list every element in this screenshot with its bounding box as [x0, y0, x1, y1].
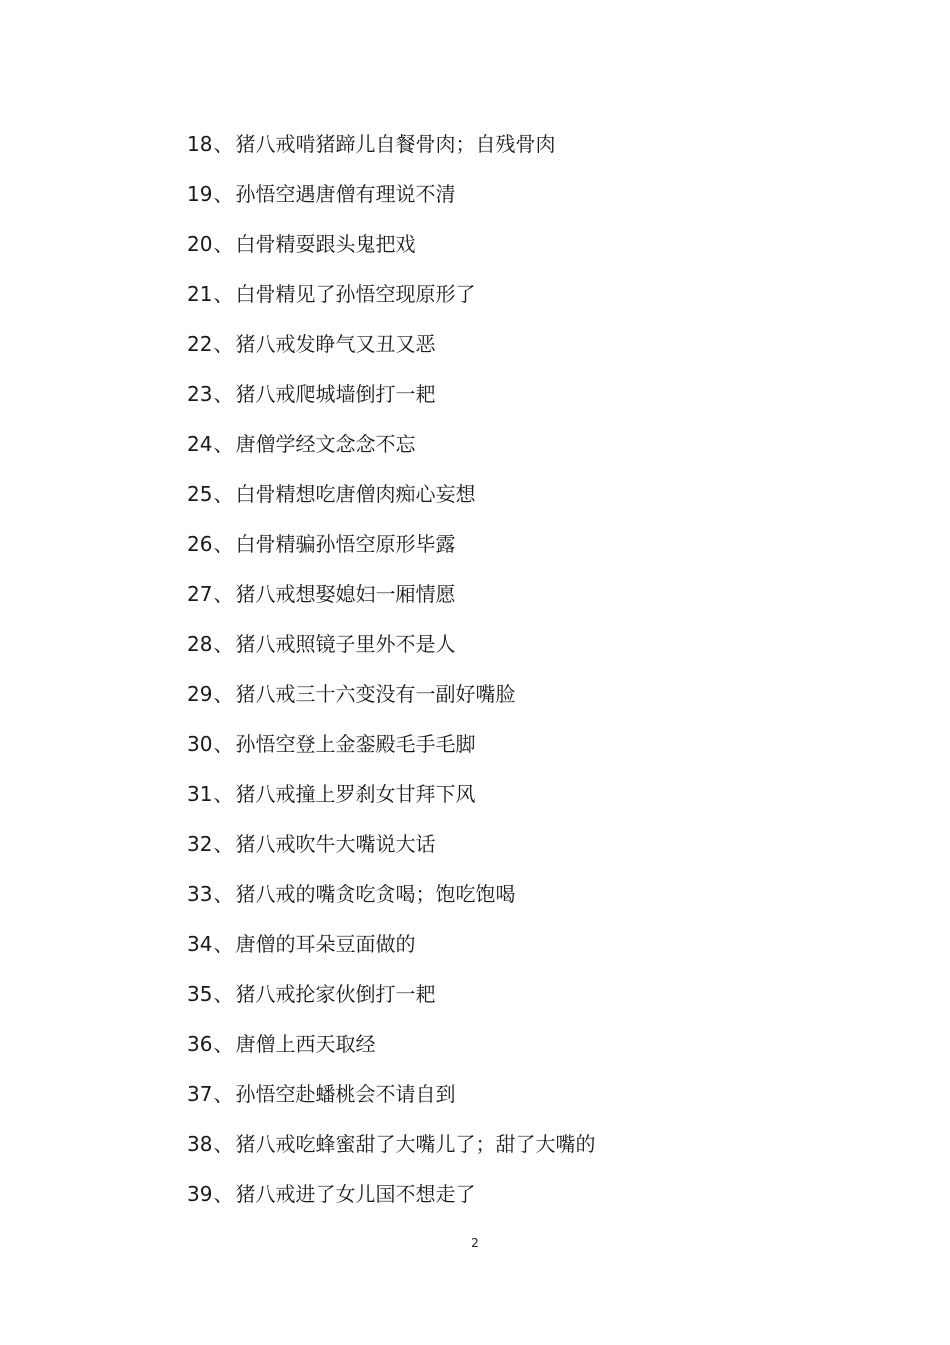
- item-separator: 、: [213, 382, 234, 406]
- list-item: [187, 229, 595, 279]
- list-item: [187, 929, 595, 979]
- item-text: 白骨精耍跟头鬼把戏: [235, 232, 416, 256]
- item-text: 白骨精想吃唐僧肉痴心妄想: [235, 482, 476, 506]
- item-separator: 、: [213, 1182, 234, 1206]
- item-number: 38: [187, 1132, 213, 1156]
- list-item: [187, 329, 595, 379]
- item-number: 20: [187, 232, 213, 256]
- list-item: [187, 1179, 595, 1229]
- item-number: 37: [187, 1082, 213, 1106]
- item-separator: 、: [213, 482, 234, 506]
- item-separator: 、: [213, 232, 234, 256]
- item-text: 猪八戒三十六变没有一副好嘴脸: [235, 682, 516, 706]
- item-number: 28: [187, 632, 213, 656]
- list-item: [187, 779, 595, 829]
- item-number: 32: [187, 832, 213, 856]
- item-text: 猪八戒吹牛大嘴说大话: [235, 832, 436, 856]
- item-separator: 、: [213, 1132, 234, 1156]
- item-number: 35: [187, 982, 213, 1006]
- item-number: 22: [187, 332, 213, 356]
- list-item: [187, 879, 595, 929]
- item-separator: 、: [213, 932, 234, 956]
- item-separator: 、: [213, 1082, 234, 1106]
- item-text: 猪八戒想娶媳妇一厢情愿: [235, 582, 456, 606]
- item-separator: 、: [213, 682, 234, 706]
- list-item: [187, 729, 595, 779]
- list-item: [187, 579, 595, 629]
- item-separator: 、: [213, 282, 234, 306]
- list-item: [187, 829, 595, 879]
- item-number: 34: [187, 932, 213, 956]
- item-text: 唐僧上西天取经: [235, 1032, 376, 1056]
- list-item: [187, 629, 595, 679]
- item-number: 29: [187, 682, 213, 706]
- item-number: 25: [187, 482, 213, 506]
- item-separator: 、: [213, 832, 234, 856]
- item-text: 孙悟空遇唐僧有理说不清: [235, 182, 456, 206]
- list-item: [187, 679, 595, 729]
- list-item: [187, 129, 595, 179]
- item-number: 30: [187, 732, 213, 756]
- item-separator: 、: [213, 332, 234, 356]
- item-text: 猪八戒啃猪蹄儿自餐骨肉；自残骨肉: [235, 132, 556, 156]
- list-item: [187, 1079, 595, 1129]
- item-text: 唐僧的耳朵豆面做的: [235, 932, 416, 956]
- item-text: 白骨精骗孙悟空原形毕露: [235, 532, 456, 556]
- item-separator: 、: [213, 782, 234, 806]
- item-text: 猪八戒进了女儿国不想走了: [235, 1182, 476, 1206]
- item-text: 孙悟空登上金銮殿毛手毛脚: [235, 732, 476, 756]
- list-item: [187, 429, 595, 479]
- item-number: 33: [187, 882, 213, 906]
- item-number: 31: [187, 782, 213, 806]
- item-text: 猪八戒发睁气又丑又恶: [235, 332, 436, 356]
- item-text: 孙悟空赴蟠桃会不请自到: [235, 1082, 456, 1106]
- item-separator: 、: [213, 432, 234, 456]
- xiehouyu-list: [187, 129, 595, 1229]
- item-separator: 、: [213, 132, 234, 156]
- item-text: 猪八戒爬城墙倒打一耙: [235, 382, 436, 406]
- item-separator: 、: [213, 632, 234, 656]
- item-text: 猪八戒抡家伙倒打一耙: [235, 982, 436, 1006]
- item-number: 19: [187, 182, 213, 206]
- item-separator: 、: [213, 182, 234, 206]
- item-separator: 、: [213, 732, 234, 756]
- item-separator: 、: [213, 1032, 234, 1056]
- item-number: 26: [187, 532, 213, 556]
- item-separator: 、: [213, 532, 234, 556]
- item-text: 白骨精见了孙悟空现原形了: [235, 282, 476, 306]
- item-text: 唐僧学经文念念不忘: [235, 432, 416, 456]
- list-item: [187, 979, 595, 1029]
- item-number: 23: [187, 382, 213, 406]
- list-item: [187, 379, 595, 429]
- item-separator: 、: [213, 582, 234, 606]
- item-number: 24: [187, 432, 213, 456]
- item-text: 猪八戒吃蜂蜜甜了大嘴儿了；甜了大嘴的: [235, 1132, 596, 1156]
- item-text: 猪八戒撞上罗刹女甘拜下风: [235, 782, 476, 806]
- item-text: 猪八戒照镜子里外不是人: [235, 632, 456, 656]
- item-number: 27: [187, 582, 213, 606]
- item-separator: 、: [213, 982, 234, 1006]
- item-number: 21: [187, 282, 213, 306]
- list-item: [187, 529, 595, 579]
- item-number: 36: [187, 1032, 213, 1056]
- item-separator: 、: [213, 882, 234, 906]
- list-item: [187, 479, 595, 529]
- page-number: 2: [471, 1236, 479, 1250]
- list-item: [187, 1029, 595, 1079]
- list-item: [187, 279, 595, 329]
- list-item: [187, 179, 595, 229]
- item-number: 39: [187, 1182, 213, 1206]
- item-text: 猪八戒的嘴贪吃贪喝；饱吃饱喝: [235, 882, 516, 906]
- list-item: [187, 1129, 595, 1179]
- item-number: 18: [187, 132, 213, 156]
